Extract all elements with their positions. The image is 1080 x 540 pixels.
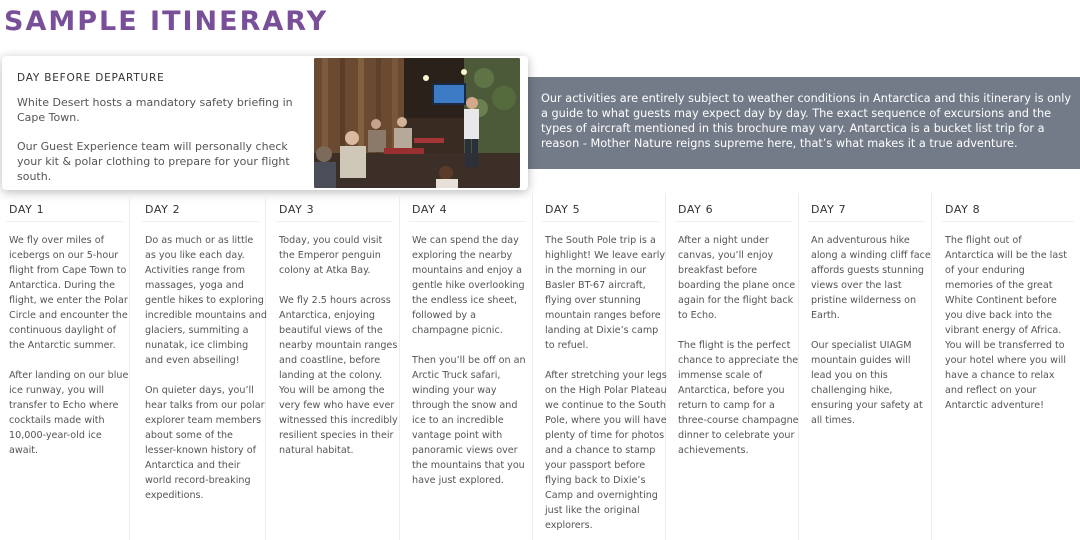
day-paragraph: After a night under canvas, you’ll enjoy breakfast before boarding the plane once again for the flight back to Echo. [678, 235, 796, 321]
day-paragraph: After stretching your legs on the High Polar Plateau we continue to the South Pole, where you will have plenty of time for photos and a chance to stamp your passport before flying back to Dixie’s Camp and overnighting just like the original explorers. [545, 370, 667, 531]
divider [142, 221, 259, 222]
card-heading: DAY BEFORE DEPARTURE [17, 72, 165, 84]
divider [542, 221, 659, 222]
day-column-8 [936, 193, 1080, 540]
briefing-photo [314, 58, 520, 188]
day-column-6 [669, 193, 799, 540]
card-paragraph-2: Our Guest Experience team will personally check your kit & polar clothing to prepare for your flight south. [17, 140, 290, 183]
day-paragraph: We can spend the day exploring the nearby mountains and enjoy a gentle hike overlooking the endless ice sheet, followed by a champagne picnic. [412, 235, 525, 336]
day-paragraph: Then you’ll be off on an Arctic Truck safari, winding your way through the snow and ice to an incredible vantage point with panoramic views over the mountains that you have just explored. [412, 355, 526, 486]
day-label: DAY 7 [811, 203, 847, 216]
divider [409, 221, 526, 222]
day-paragraph: Do as much or as little as you like each day. Activities range from massages, yoga and gentle hikes to exploring incredible mountains and glaciers, summiting a nunatak, ice climbing and even abseiling! [145, 235, 267, 366]
card-paragraph-1: White Desert hosts a mandatory safety briefing in Cape Town. [17, 96, 293, 124]
day-paragraph: The flight is the perfect chance to appreciate the immense scale of Antarctica, before you return to camp for a three-course champagne dinner to celebrate your achievements. [678, 340, 799, 456]
day-label: DAY 5 [545, 203, 581, 216]
divider [6, 221, 123, 222]
day-label: DAY 8 [945, 203, 981, 216]
day-paragraph: The flight out of Antarctica will be the last of your enduring memories of the great White Continent before you dive back into the vibrant energy of Africa. You will be transferred to your hotel where you will have a chance to relax and reflect on your Antarctic adventure! [945, 235, 1067, 411]
day-paragraph: An adventurous hike along a winding cliff face affords guests stunning views over the last pristine wilderness on Earth. [811, 235, 931, 321]
divider [276, 221, 393, 222]
day-column-1 [0, 193, 130, 540]
day-label: DAY 4 [412, 203, 448, 216]
divider [942, 221, 1074, 222]
day-label: DAY 3 [279, 203, 315, 216]
day-label: DAY 1 [9, 203, 45, 216]
page-title: SAMPLE ITINERARY [4, 6, 329, 37]
day-paragraph: Today, you could visit the Emperor penguin colony at Atka Bay. [279, 235, 383, 276]
day-paragraph: After landing on our blue ice runway, you will transfer to Echo where cocktails made with 10,000-year-old ice await. [9, 370, 129, 456]
day-before-departure-card [2, 56, 528, 190]
day-paragraph: Our specialist UIAGM mountain guides will lead you on this challenging hike, ensuring your safety at all times. [811, 340, 923, 426]
day-column-5 [536, 193, 666, 540]
divider [675, 221, 792, 222]
divider [808, 221, 925, 222]
banner-text: Our activities are entirely subject to weather conditions in Antarctica and this itinerary is only a guide to what guests may expect day by day. The exact sequence of excursions and the types of aircraft mentioned in this brochure may vary. Antarctica is a bucket list trip for a reason - Mother Nature reigns supreme here, that’s what makes it a true adventure. [541, 92, 1072, 150]
day-paragraph: We fly 2.5 hours across Antarctica, enjoying beautiful views of the nearby mountain ranges and coastline, before landing at the colony. You will be among the very few who have ever witnessed this incredibly resilient species in their natural habitat. [279, 295, 398, 456]
weather-disclaimer-banner [520, 77, 1080, 169]
day-paragraph: On quieter days, you’ll hear talks from our polar explorer team members about some of the lesser-known history of Antarctica and their world record-breaking expeditions. [145, 385, 265, 501]
day-label: DAY 2 [145, 203, 181, 216]
day-paragraph: The South Pole trip is a highlight! We leave early in the morning in our Basler BT-67 aircraft, flying over stunning mountain ranges before landing at Dixie’s camp to refuel. [545, 235, 666, 351]
day-column-3 [270, 193, 400, 540]
day-label: DAY 6 [678, 203, 714, 216]
day-column-2 [136, 193, 266, 540]
day-column-4 [403, 193, 533, 540]
day-column-7 [802, 193, 932, 540]
day-paragraph: We fly over miles of icebergs on our 5-hour flight from Cape Town to Antarctica. During the flight, we enter the Polar Circle and encounter the continuous daylight of the Antarctic summer. [9, 235, 128, 351]
